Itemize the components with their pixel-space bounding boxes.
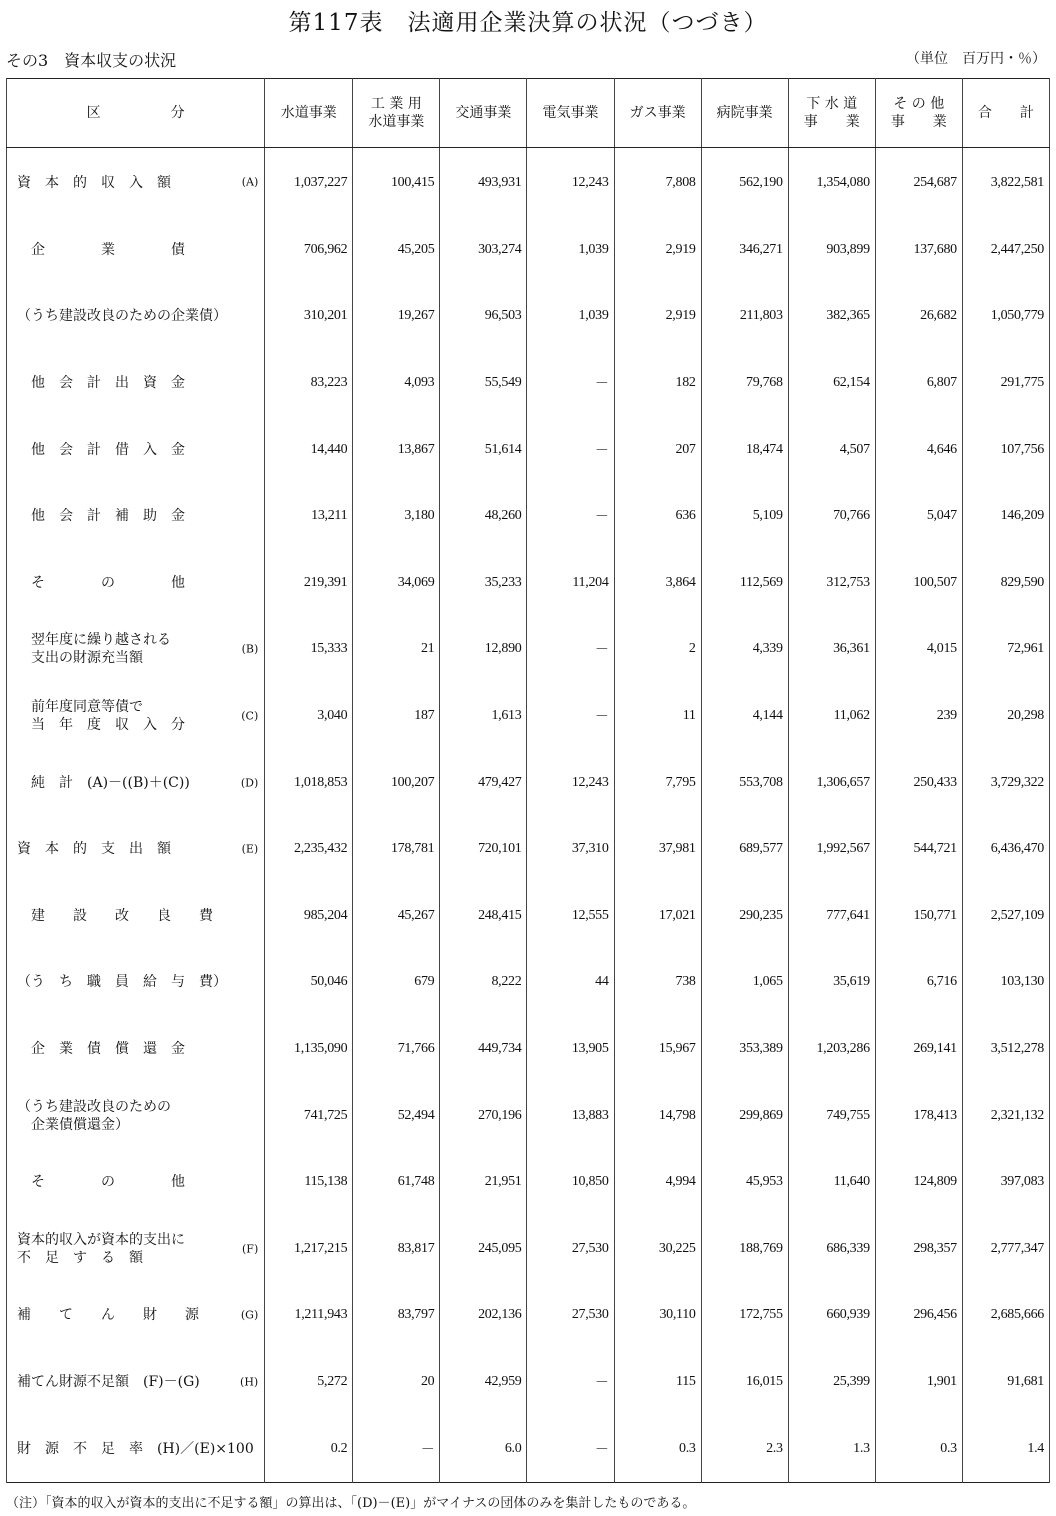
row-label-text: 他 会 計 出 資 金 (17, 375, 185, 392)
table-cell: 96,503 (440, 283, 527, 350)
table-cell: 13,905 (527, 1016, 614, 1083)
table-cell: 107,756 (962, 416, 1049, 483)
table-cell: 34,069 (353, 550, 440, 617)
table-cell: 13,867 (353, 416, 440, 483)
table-cell: 14,798 (614, 1082, 701, 1149)
table-cell: 636 (614, 483, 701, 550)
row-label-text: 翌年度に繰り越される 支出の財源充当額 (30, 632, 171, 667)
table-cell: 829,590 (962, 550, 1049, 617)
table-cell: － (527, 616, 614, 683)
table-row (7, 616, 1050, 683)
table-cell: 45,205 (353, 217, 440, 284)
row-label-text: 財 源 不 足 率 (H)／(E)×100 (17, 1440, 254, 1457)
table-cell: 2,685,666 (962, 1282, 1049, 1349)
table-cell: 61,748 (353, 1149, 440, 1216)
table-cell: 7,808 (614, 148, 701, 217)
table-row (7, 550, 1050, 617)
row-tag: (E) (241, 842, 259, 856)
table-cell: 27,530 (527, 1216, 614, 1283)
table-cell: 5,047 (875, 483, 962, 550)
table-cell: 0.3 (614, 1415, 701, 1482)
table-cell: 3,512,278 (962, 1016, 1049, 1083)
table-cell: 115,138 (265, 1149, 353, 1216)
table-row (7, 350, 1050, 417)
table-cell: 211,803 (701, 283, 788, 350)
table-cell: 83,817 (353, 1216, 440, 1283)
table-cell: 36,361 (788, 616, 875, 683)
table-cell: 346,271 (701, 217, 788, 284)
header-column: 下 水 道 事 業 (788, 79, 875, 148)
capital-balance-table (6, 78, 1050, 1483)
table-cell: 30,110 (614, 1282, 701, 1349)
row-tag: (F) (242, 1242, 259, 1256)
header-column: 水道事業 (265, 79, 353, 148)
table-cell: 178,413 (875, 1082, 962, 1149)
table-cell: 37,310 (527, 816, 614, 883)
table-cell: 10,850 (527, 1149, 614, 1216)
table-cell: 1.3 (788, 1415, 875, 1482)
table-cell: 11,062 (788, 683, 875, 750)
header-column: 工 業 用 水道事業 (353, 79, 440, 148)
table-cell: 6,436,470 (962, 816, 1049, 883)
table-cell: 245,095 (440, 1216, 527, 1283)
row-label (7, 1415, 265, 1482)
table-cell: 150,771 (875, 883, 962, 950)
row-label-text: 他 会 計 補 助 金 (17, 508, 185, 525)
table-cell: 2,527,109 (962, 883, 1049, 950)
table-cell: － (527, 416, 614, 483)
row-label (7, 1149, 265, 1216)
table-cell: 248,415 (440, 883, 527, 950)
table-cell: 172,755 (701, 1282, 788, 1349)
row-label (7, 683, 265, 750)
table-cell: 12,890 (440, 616, 527, 683)
table-cell: 18,474 (701, 416, 788, 483)
table-cell: 35,233 (440, 550, 527, 617)
table-cell: 2 (614, 616, 701, 683)
row-label-text: 補 て ん 財 源 (17, 1307, 199, 1324)
row-label-text: 建 設 改 良 費 (17, 907, 213, 924)
table-cell: 112,569 (701, 550, 788, 617)
table-cell: 12,243 (527, 148, 614, 217)
table-row (7, 949, 1050, 1016)
table-cell: － (353, 1415, 440, 1482)
header-category: 区 分 (7, 79, 265, 148)
table-cell: 689,577 (701, 816, 788, 883)
table-cell: 16,015 (701, 1349, 788, 1416)
table-cell: 1,039 (527, 283, 614, 350)
table-cell: － (527, 350, 614, 417)
table-cell: 12,555 (527, 883, 614, 950)
table-row (7, 148, 1050, 217)
header-row (7, 79, 1050, 148)
table-cell: 146,209 (962, 483, 1049, 550)
table-cell: 353,389 (701, 1016, 788, 1083)
table-cell: 83,797 (353, 1282, 440, 1349)
table-row (7, 283, 1050, 350)
unit-label: （単位 百万円・％） (906, 51, 1046, 67)
table-cell: 45,953 (701, 1149, 788, 1216)
table-cell: 239 (875, 683, 962, 750)
table-cell: － (527, 683, 614, 750)
table-cell: 13,211 (265, 483, 353, 550)
table-cell: 20 (353, 1349, 440, 1416)
row-label-text: （う ち 職 員 給 与 費） (17, 974, 227, 991)
table-cell: 270,196 (440, 1082, 527, 1149)
table-cell: 312,753 (788, 550, 875, 617)
table-cell: 1,613 (440, 683, 527, 750)
header-column: 交通事業 (440, 79, 527, 148)
table-cell: 903,899 (788, 217, 875, 284)
row-label-text: （うち建設改良のための 企業債償還金） (17, 1098, 171, 1133)
table-cell: 35,619 (788, 949, 875, 1016)
table-cell: － (527, 1349, 614, 1416)
table-cell: 62,154 (788, 350, 875, 417)
table-cell: 52,494 (353, 1082, 440, 1149)
table-cell: 187 (353, 683, 440, 750)
table-cell: 310,201 (265, 283, 353, 350)
row-label (7, 283, 265, 350)
table-cell: 55,549 (440, 350, 527, 417)
table-cell: 100,507 (875, 550, 962, 617)
table-cell: 291,775 (962, 350, 1049, 417)
row-label (7, 416, 265, 483)
row-tag: (C) (241, 709, 259, 723)
table-cell: 30,225 (614, 1216, 701, 1283)
table-cell: 1,211,943 (265, 1282, 353, 1349)
table-body (7, 148, 1050, 1483)
table-cell: 219,391 (265, 550, 353, 617)
row-label-text: 企 業 債 (17, 241, 185, 258)
table-cell: 27,530 (527, 1282, 614, 1349)
row-label (7, 1016, 265, 1083)
table-cell: 100,207 (353, 749, 440, 816)
table-cell: 13,883 (527, 1082, 614, 1149)
table-cell: 70,766 (788, 483, 875, 550)
table-row (7, 816, 1050, 883)
row-label (7, 217, 265, 284)
section-subtitle: その3 資本収支の状況 (6, 51, 177, 70)
table-cell: 4,144 (701, 683, 788, 750)
header-column: そ の 他 事 業 (875, 79, 962, 148)
table-cell: 706,962 (265, 217, 353, 284)
row-label-text: 前年度同意等債で 当 年 度 収 入 分 (30, 699, 185, 734)
table-cell: 124,809 (875, 1149, 962, 1216)
table-cell: 3,180 (353, 483, 440, 550)
table-row (7, 1016, 1050, 1083)
table-cell: 5,109 (701, 483, 788, 550)
table-cell: 1,354,080 (788, 148, 875, 217)
row-label-text: （うち建設改良のための企業債） (17, 308, 227, 325)
table-cell: 2,321,132 (962, 1082, 1049, 1149)
header-column: 病院事業 (701, 79, 788, 148)
row-label (7, 550, 265, 617)
table-row (7, 1082, 1050, 1149)
table-row (7, 416, 1050, 483)
table-cell: 479,427 (440, 749, 527, 816)
table-row (7, 1415, 1050, 1482)
table-cell: 2.3 (701, 1415, 788, 1482)
row-label (7, 1216, 265, 1283)
table-cell: 2,919 (614, 283, 701, 350)
table-cell: 1,901 (875, 1349, 962, 1416)
table-cell: 42,959 (440, 1349, 527, 1416)
table-cell: 985,204 (265, 883, 353, 950)
table-cell: 449,734 (440, 1016, 527, 1083)
table-cell: 37,981 (614, 816, 701, 883)
table-cell: 720,101 (440, 816, 527, 883)
table-row (7, 683, 1050, 750)
table-cell: 296,456 (875, 1282, 962, 1349)
table-cell: 1,037,227 (265, 148, 353, 217)
table-cell: 207 (614, 416, 701, 483)
table-cell: 15,333 (265, 616, 353, 683)
table-cell: 12,243 (527, 749, 614, 816)
table-cell: 100,415 (353, 148, 440, 217)
header-column: 電気事業 (527, 79, 614, 148)
table-row (7, 1349, 1050, 1416)
table-cell: 14,440 (265, 416, 353, 483)
table-cell: 178,781 (353, 816, 440, 883)
table-cell: 1,135,090 (265, 1016, 353, 1083)
table-cell: 1,018,853 (265, 749, 353, 816)
table-cell: － (527, 1415, 614, 1482)
table-row (7, 1149, 1050, 1216)
table-cell: 1,065 (701, 949, 788, 1016)
row-label (7, 1282, 265, 1349)
table-cell: 1,217,215 (265, 1216, 353, 1283)
table-cell: 5,272 (265, 1349, 353, 1416)
table-cell: 493,931 (440, 148, 527, 217)
table-cell: 250,433 (875, 749, 962, 816)
table-row (7, 483, 1050, 550)
table-cell: 4,507 (788, 416, 875, 483)
row-label-text: そ の 他 (17, 574, 185, 591)
table-cell: 21,951 (440, 1149, 527, 1216)
table-cell: 4,339 (701, 616, 788, 683)
table-cell: 3,729,322 (962, 749, 1049, 816)
table-cell: 182 (614, 350, 701, 417)
table-cell: 269,141 (875, 1016, 962, 1083)
table-cell: 290,235 (701, 883, 788, 950)
table-cell: 0.2 (265, 1415, 353, 1482)
header-column: ガス事業 (614, 79, 701, 148)
header-column: 合 計 (962, 79, 1049, 148)
table-cell: 11,204 (527, 550, 614, 617)
table-cell: 91,681 (962, 1349, 1049, 1416)
table-cell: 4,994 (614, 1149, 701, 1216)
table-cell: 79,768 (701, 350, 788, 417)
table-cell: 686,339 (788, 1216, 875, 1283)
row-label-text: そ の 他 (17, 1174, 185, 1191)
table-cell: 777,641 (788, 883, 875, 950)
table-cell: 254,687 (875, 148, 962, 217)
table-cell: 3,040 (265, 683, 353, 750)
table-cell: 1,039 (527, 217, 614, 284)
table-cell: 44 (527, 949, 614, 1016)
table-cell: 382,365 (788, 283, 875, 350)
row-tag: (B) (241, 642, 259, 656)
row-label (7, 1082, 265, 1149)
table-cell: 3,822,581 (962, 148, 1049, 217)
row-tag: (A) (241, 175, 259, 189)
table-cell: 562,190 (701, 148, 788, 217)
table-cell: 17,021 (614, 883, 701, 950)
table-cell: 137,680 (875, 217, 962, 284)
row-label-text: 補てん財源不足額 (F)－(G) (17, 1373, 200, 1390)
table-cell: 544,721 (875, 816, 962, 883)
table-row (7, 749, 1050, 816)
table-cell: 4,093 (353, 350, 440, 417)
table-cell: 2,447,250 (962, 217, 1049, 284)
row-tag: (H) (240, 1375, 259, 1389)
table-cell: 1,050,779 (962, 283, 1049, 350)
row-label (7, 749, 265, 816)
table-cell: 103,130 (962, 949, 1049, 1016)
table-cell: 26,682 (875, 283, 962, 350)
row-label (7, 949, 265, 1016)
table-cell: 4,646 (875, 416, 962, 483)
table-cell: 50,046 (265, 949, 353, 1016)
table-cell: 298,357 (875, 1216, 962, 1283)
table-cell: 2,919 (614, 217, 701, 284)
table-cell: 299,869 (701, 1082, 788, 1149)
footnote: （注）「資本的収入が資本的支出に不足する額」の算出は、「(D)－(E)」がマイナスの団体のみを集計したものである。 (6, 1496, 696, 1511)
row-label-text: 資 本 的 収 入 額 (17, 175, 171, 192)
row-tag: (D) (240, 776, 259, 790)
table-cell: 20,298 (962, 683, 1049, 750)
table-cell: 7,795 (614, 749, 701, 816)
table-row (7, 217, 1050, 284)
table-cell: 202,136 (440, 1282, 527, 1349)
table-cell: 19,267 (353, 283, 440, 350)
table-cell: 741,725 (265, 1082, 353, 1149)
table-cell: 83,223 (265, 350, 353, 417)
table-cell: 51,614 (440, 416, 527, 483)
table-cell: 11 (614, 683, 701, 750)
table-cell: 6,716 (875, 949, 962, 1016)
table-cell: 1,992,567 (788, 816, 875, 883)
table-cell: 8,222 (440, 949, 527, 1016)
table-cell: 738 (614, 949, 701, 1016)
table-cell: 1,306,657 (788, 749, 875, 816)
table-cell: 21 (353, 616, 440, 683)
table-row (7, 883, 1050, 950)
row-label (7, 350, 265, 417)
row-label-text: 企 業 債 償 還 金 (17, 1041, 185, 1058)
table-cell: 397,083 (962, 1149, 1049, 1216)
table-cell: 6,807 (875, 350, 962, 417)
row-label (7, 483, 265, 550)
table-cell: 2,235,432 (265, 816, 353, 883)
table-cell: 1.4 (962, 1415, 1049, 1482)
row-label-text: 他 会 計 借 入 金 (17, 441, 185, 458)
row-label (7, 816, 265, 883)
table-cell: 45,267 (353, 883, 440, 950)
page-title: 第117表 法適用企業決算の状況（つづき） (288, 10, 768, 36)
table-cell: 3,864 (614, 550, 701, 617)
table-cell: 11,640 (788, 1149, 875, 1216)
table-row (7, 1216, 1050, 1283)
table-cell: 2,777,347 (962, 1216, 1049, 1283)
table-cell: 303,274 (440, 217, 527, 284)
table-cell: 188,769 (701, 1216, 788, 1283)
table-cell: 15,967 (614, 1016, 701, 1083)
row-label (7, 1349, 265, 1416)
row-label-text: 資本的収入が資本的支出に 不 足 す る 額 (17, 1231, 185, 1266)
table-cell: 749,755 (788, 1082, 875, 1149)
row-label-text: 純 計 (A)－((B)＋(C)) (17, 774, 190, 791)
table-cell: 72,961 (962, 616, 1049, 683)
row-label (7, 616, 265, 683)
table-row (7, 1282, 1050, 1349)
row-label (7, 148, 265, 217)
table-cell: 660,939 (788, 1282, 875, 1349)
table-cell: 6.0 (440, 1415, 527, 1482)
table-cell: 48,260 (440, 483, 527, 550)
table-cell: 553,708 (701, 749, 788, 816)
table-cell: 4,015 (875, 616, 962, 683)
row-label (7, 883, 265, 950)
row-label-text: 資 本 的 支 出 額 (17, 841, 171, 858)
table-cell: 679 (353, 949, 440, 1016)
table-cell: 71,766 (353, 1016, 440, 1083)
table-cell: － (527, 483, 614, 550)
table-cell: 1,203,286 (788, 1016, 875, 1083)
row-tag: (G) (240, 1308, 259, 1322)
table-cell: 25,399 (788, 1349, 875, 1416)
table-cell: 115 (614, 1349, 701, 1416)
table-cell: 0.3 (875, 1415, 962, 1482)
